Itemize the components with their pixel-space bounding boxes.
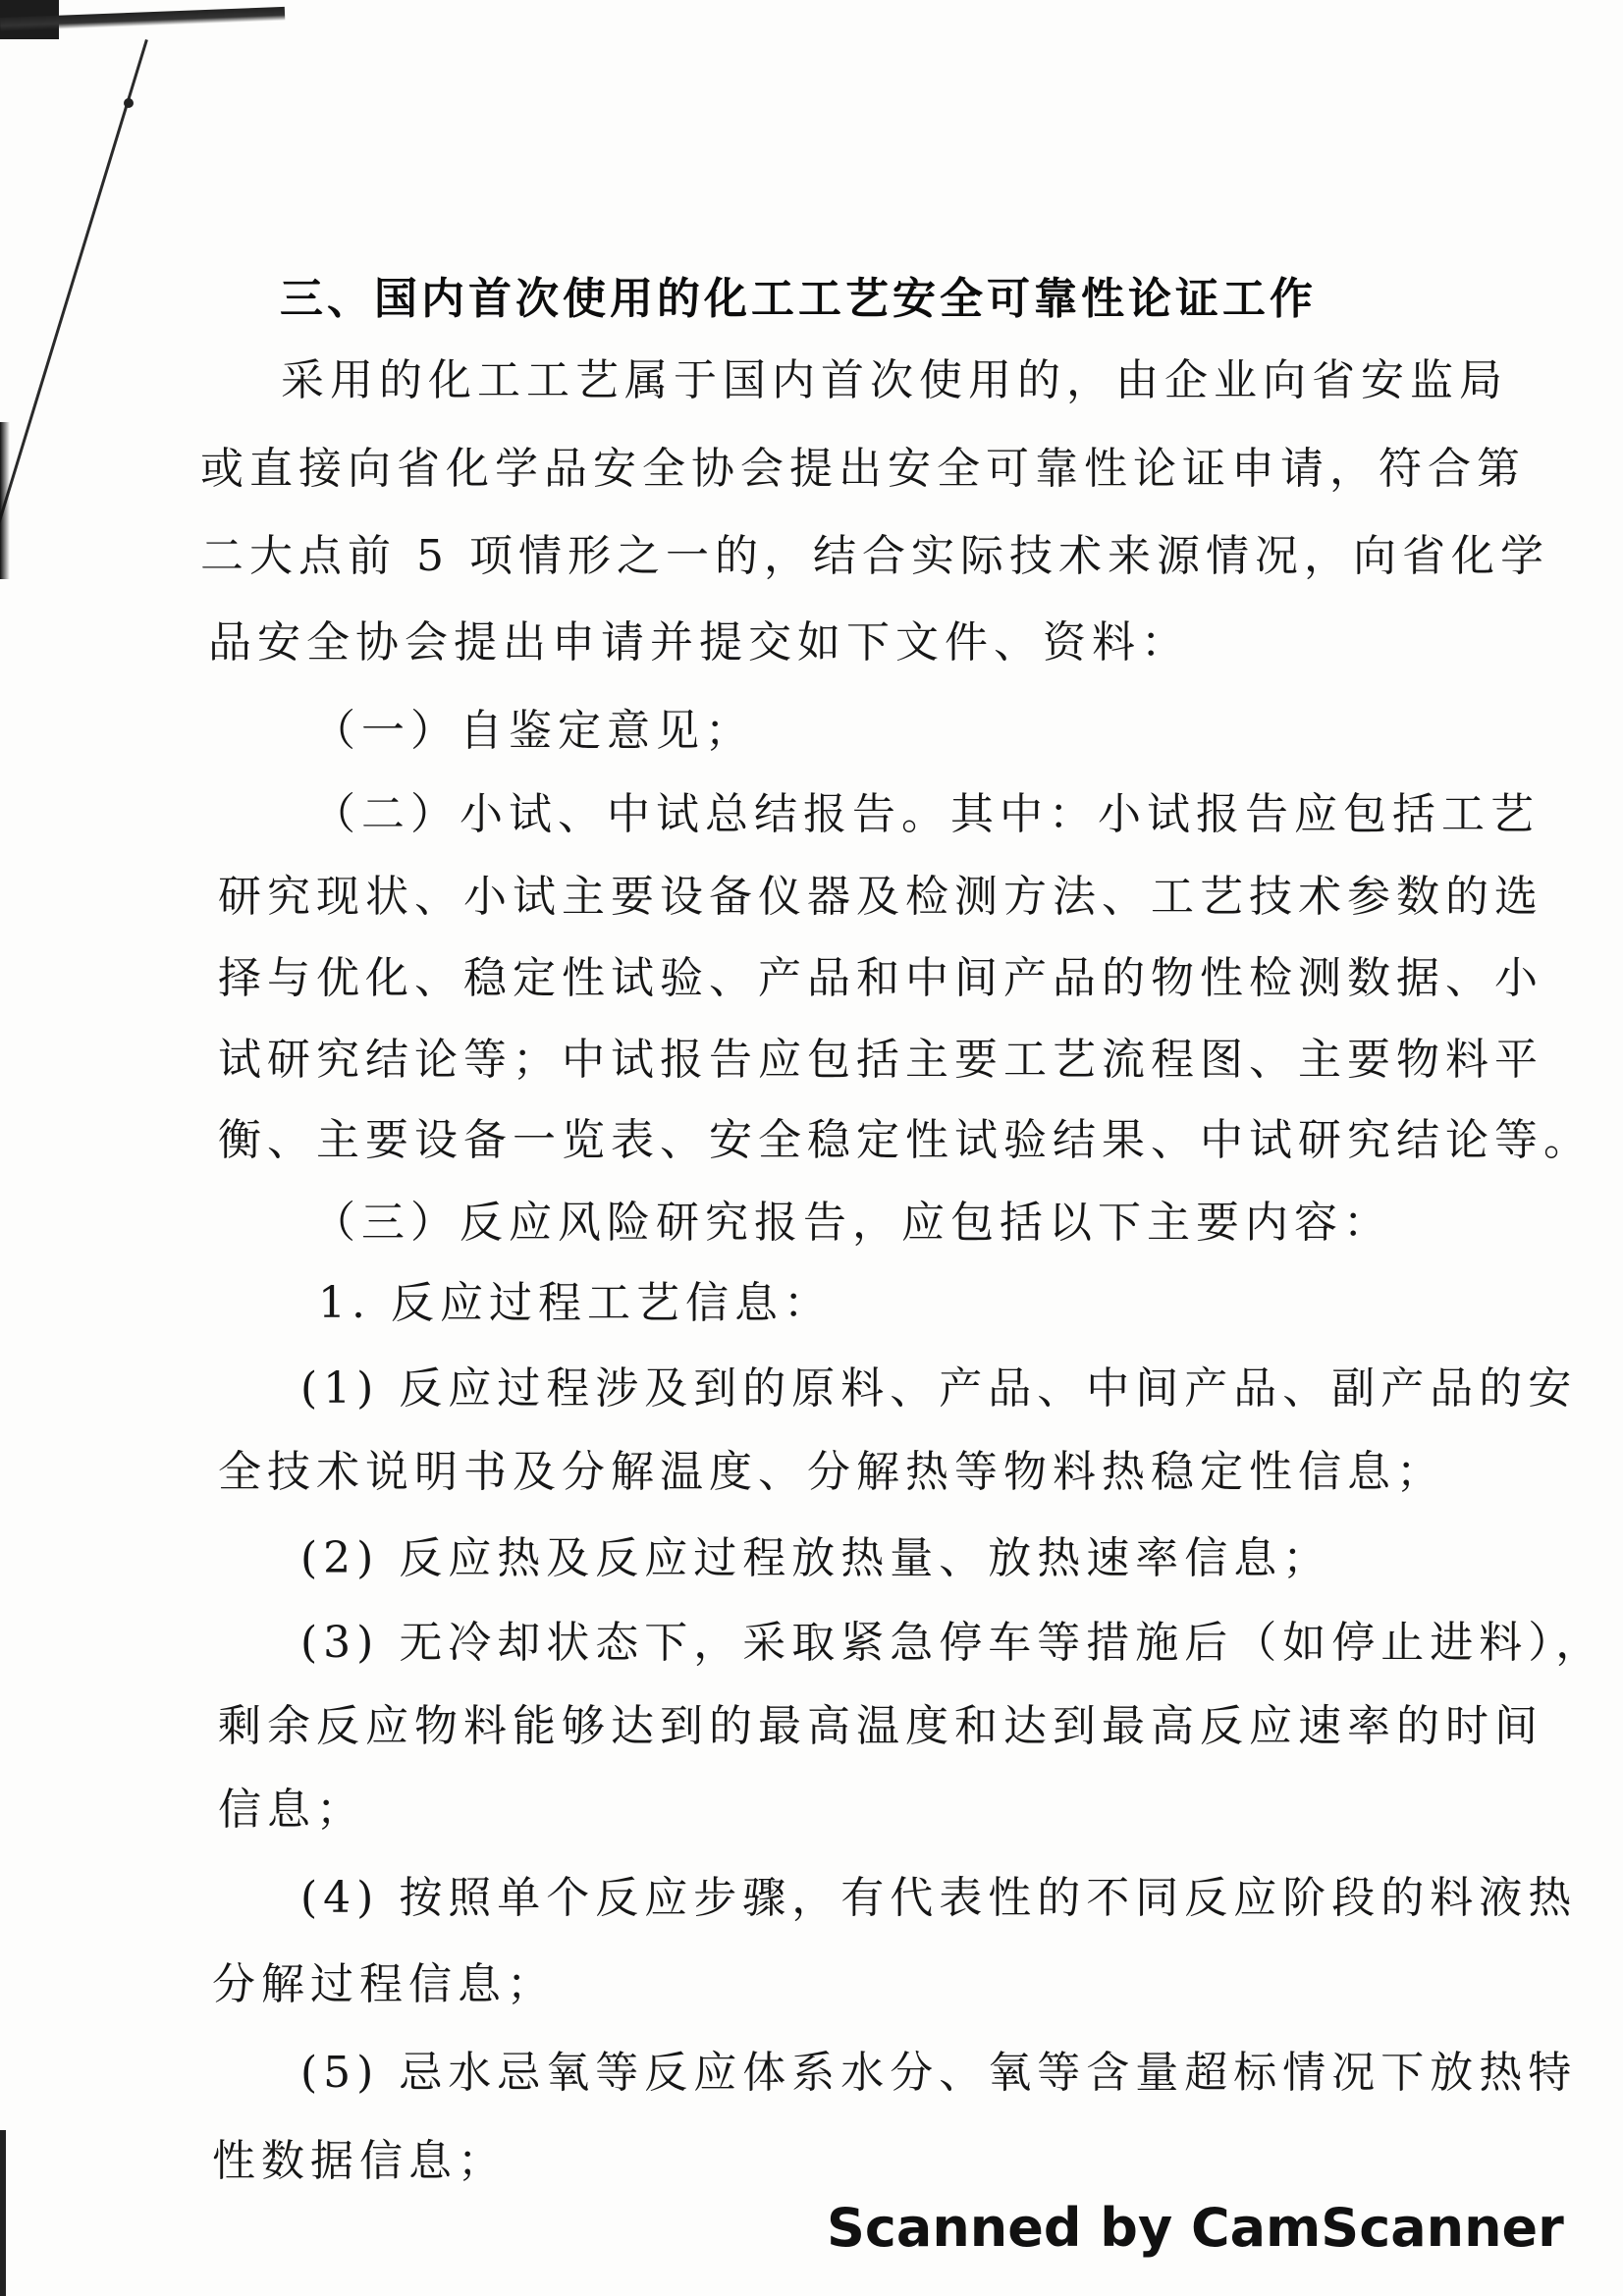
list-item-line: (3) 无冷却状态下，采取紧急停车等措施后（如停止进料）， xyxy=(300,1618,1605,1668)
list-item-line: （一）自鉴定意见； xyxy=(312,706,754,756)
list-item-line: 分解过程信息； xyxy=(212,1959,556,2009)
paragraph-line: 品安全协会提出申请并提交如下文件、资料： xyxy=(208,617,1190,667)
list-item-line: (1) 反应过程涉及到的原料、产品、中间产品、副产品的安 xyxy=(300,1363,1578,1414)
list-item-line: （三）反应风险研究报告，应包括以下主要内容： xyxy=(312,1198,1392,1248)
list-item-line: 剩余反应物料能够达到的最高温度和达到最高反应速率的时间 xyxy=(218,1701,1543,1751)
list-item-line: 信息； xyxy=(218,1785,365,1835)
paragraph-line: 二大点前 5 项情形之一的，结合实际技术来源情况，向省化学 xyxy=(200,531,1549,581)
list-item-line: (2) 反应热及反应过程放热量、放热速率信息； xyxy=(300,1533,1332,1583)
list-item-line: 择与优化、稳定性试验、产品和中间产品的物性检测数据、小 xyxy=(218,953,1543,1003)
list-item-line: 研究现状、小试主要设备仪器及检测方法、工艺技术参数的选 xyxy=(218,872,1543,922)
section-heading: 三、国内首次使用的化工工艺安全可靠性论证工作 xyxy=(280,274,1317,324)
list-item-line: 性数据信息； xyxy=(212,2136,507,2186)
list-item-line: (5) 忌水忌氧等反应体系水分、氧等含量超标情况下放热特 xyxy=(300,2048,1578,2098)
list-item-line: （二）小试、中试总结报告。其中：小试报告应包括工艺 xyxy=(312,789,1540,839)
list-item-line: 试研究结论等；中试报告应包括主要工艺流程图、主要物料平 xyxy=(218,1035,1543,1085)
camscanner-watermark: Scanned by CamScanner xyxy=(827,2197,1564,2259)
paragraph-line: 或直接向省化学品安全协会提出安全可靠性论证申请，符合第 xyxy=(200,444,1526,494)
list-item-line: (4) 按照单个反应步骤，有代表性的不同反应阶段的料液热 xyxy=(300,1873,1578,1923)
list-item-line: 全技术说明书及分解温度、分解热等物料热稳定性信息； xyxy=(218,1447,1445,1497)
paragraph-line: 采用的化工工艺属于国内首次使用的，由企业向省安监局 xyxy=(281,355,1508,405)
list-item-line: 1. 反应过程工艺信息： xyxy=(318,1278,833,1328)
list-item-line: 衡、主要设备一览表、安全稳定性试验结果、中试研究结论等。 xyxy=(218,1115,1593,1165)
